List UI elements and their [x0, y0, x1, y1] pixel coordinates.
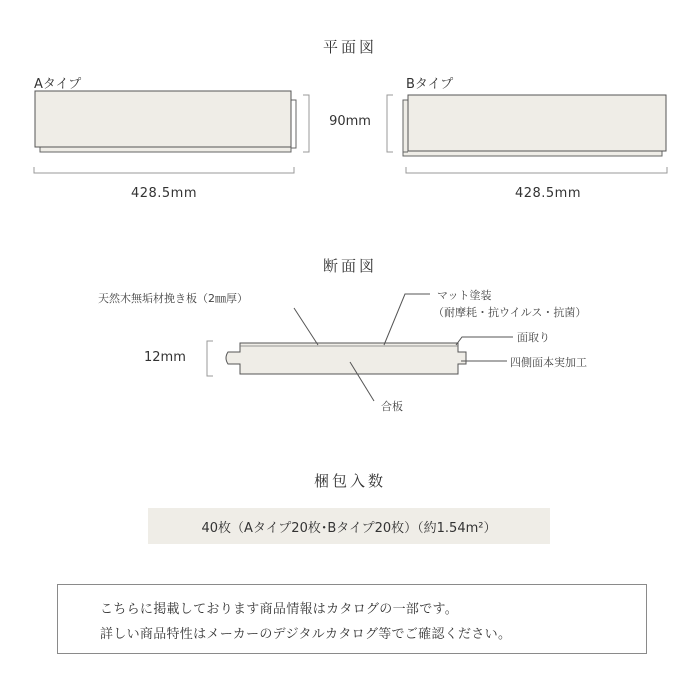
packing-title: 梱包入数 [313, 472, 386, 490]
type-b-board [403, 95, 666, 156]
plywood-callout: 合板 [381, 400, 403, 413]
type-a-board [35, 91, 296, 152]
width-bracket-left [303, 95, 309, 152]
tongue-groove-callout: 四側面本実加工 [510, 356, 587, 369]
veneer-callout: 天然木無垢材挽き板（2㎜厚） [98, 292, 248, 305]
plan-title: 平面図 [322, 38, 377, 56]
type-b-length-bracket [406, 167, 667, 173]
type-a-length-label: 428.5mm [130, 186, 198, 201]
veneer-leader [294, 308, 318, 345]
coating-callout-line2: （耐摩耗・抗ウイルス・抗菌） [433, 306, 587, 319]
chamfer-callout: 面取り [517, 331, 550, 344]
packing-quantity: 40枚（Aタイプ20枚･Bタイプ20枚）（約1.54m²） [201, 520, 497, 536]
type-b-length-label: 428.5mm [514, 186, 582, 201]
thickness-label: 12mm [144, 350, 186, 365]
coating-leader [384, 294, 430, 345]
section-profile [226, 343, 466, 374]
note-line-1: こちらに掲載しております商品情報はカタログの一部です。 [100, 602, 459, 617]
type-b-label: Bタイプ [406, 77, 454, 92]
thickness-bracket [207, 341, 213, 376]
section-title: 断面図 [322, 257, 377, 275]
width-label: 90mm [329, 114, 371, 129]
coating-callout-line1: マット塗装 [437, 289, 492, 302]
width-bracket-right [387, 95, 393, 152]
type-a-length-bracket [34, 167, 294, 173]
note-line-2: 詳しい商品特性はメーカーのデジタルカタログ等でご確認ください。 [100, 627, 512, 642]
chamfer-leader [456, 337, 513, 345]
type-a-label: Aタイプ [34, 77, 82, 92]
note-box [57, 584, 647, 654]
